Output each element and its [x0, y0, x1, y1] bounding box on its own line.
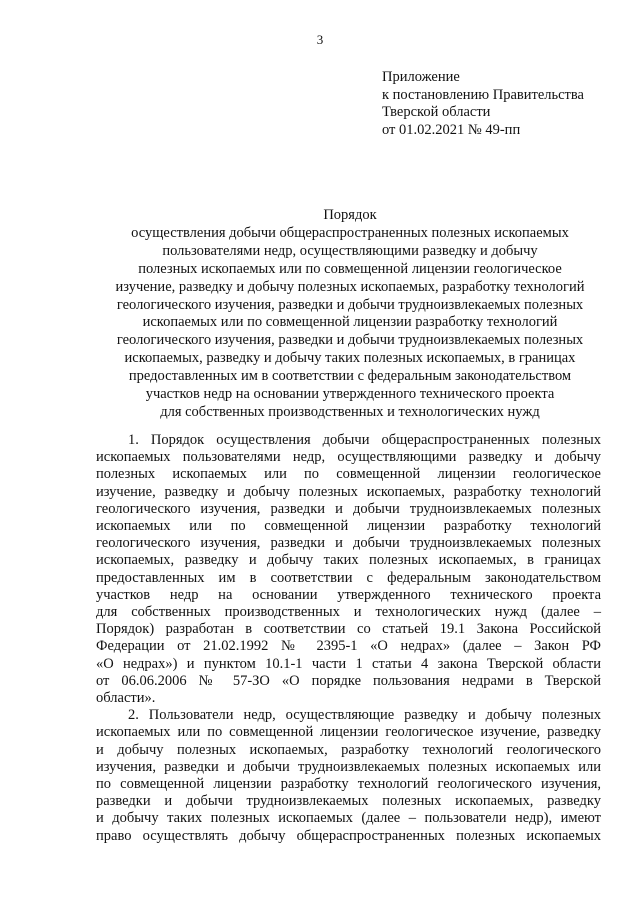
paragraph-1 — [96, 432, 601, 707]
text-line: Федерации от 21.02.1992 № 2395-1 «О недрах» (далее – Закон РФ — [96, 638, 601, 655]
title-line: геологического изучения, разведки и добычи трудноизвлекаемых полезных — [116, 296, 584, 313]
document-title — [80, 207, 620, 422]
text-line: по совмещенной лицензии разработку технологий геологического изучения, — [96, 776, 601, 793]
text-line: право осуществлять добычу общераспространенных полезных ископаемых — [96, 827, 601, 844]
title-line: полезных ископаемых или по совмещенной лицензии геологическое — [138, 260, 562, 277]
title-line: участков недр на основании утвержденного технического проекта — [145, 386, 555, 403]
text-line: изучения, разведки и добычи трудноизвлекаемых полезных ископаемых или — [96, 758, 601, 775]
text-line: участков недр на основании утвержденного технического проекта — [96, 586, 601, 603]
text-line: и добычу полезных ископаемых, разработку технологий геологического — [96, 741, 601, 758]
appendix-line: к постановлению Правительства — [382, 86, 584, 103]
text-line: геологического изучения, разведки и добычи трудноизвлекаемых полезных — [96, 535, 601, 552]
title-line: предоставленных им в соответствии с федеральным законодательством — [128, 368, 572, 385]
appendix-block — [382, 69, 584, 139]
document-body — [96, 432, 601, 845]
title-line: ископаемых, разведку и добычу таких полезных ископаемых, в границах — [124, 350, 576, 367]
text-line: Порядок) разработан в соответствии со статьей 19.1 Закона Российской — [96, 621, 601, 638]
title-line: геологического изучения, разведки и добычи трудноизвлекаемых полезных — [116, 332, 584, 349]
text-line: ископаемых или по совмещенной лицензии разработку технологий — [96, 518, 601, 535]
text-line: «О недрах») и пунктом 10.1-1 части 1 статьи 4 закона Тверской области — [96, 655, 601, 672]
text-line: области». — [96, 690, 156, 707]
text-line: от 06.06.2006 № 57-ЗО «О порядке пользования недрами в Тверской — [96, 672, 601, 689]
text-line: предоставленных им в соответствии с федеральным законодательством — [96, 569, 601, 586]
title-line: для собственных производственных и технологических нужд — [160, 403, 540, 420]
text-line: 1. Порядок осуществления добычи общераспространенных полезных — [128, 432, 601, 448]
appendix-line: Тверской области — [382, 104, 491, 121]
text-line: 2. Пользователи недр, осуществляющие разведку и добычу полезных — [128, 707, 601, 724]
page-number: 3 — [316, 32, 324, 47]
text-line: для собственных производственных и технологических нужд (далее – — [96, 604, 601, 621]
text-line: и добычу таких полезных ископаемых (далее – пользователи недр), имеют — [96, 810, 601, 827]
title-line: изучение, разведку и добычу полезных ископаемых, разработку технологий — [115, 278, 585, 295]
text-line: ископаемых или по совмещенной лицензии геологическое изучение, разведку — [96, 724, 601, 741]
text-line: полезных ископаемых или по совмещенной лицензии геологическое — [96, 466, 601, 483]
appendix-line: Приложение — [382, 69, 460, 85]
title-line: осуществления добычи общераспространенных полезных ископаемых — [131, 224, 569, 241]
title-line: Порядок — [323, 207, 377, 223]
paragraph-2 — [96, 707, 601, 845]
text-line: изучение, разведку и добычу полезных ископаемых, разработку технологий — [96, 483, 601, 500]
title-line: ископаемых или по совмещенной лицензии разработку технологий — [142, 314, 558, 331]
text-line: геологического изучения, разведки и добычи трудноизвлекаемых полезных — [96, 500, 601, 517]
text-line: ископаемых пользователями недр, осуществляющими разведку и добычу — [96, 449, 601, 466]
appendix-line: от 01.02.2021 № 49-пп — [382, 121, 521, 138]
text-line: ископаемых, разведку и добычу таких полезных ископаемых, в границах — [96, 552, 601, 569]
text-line: разведки и добычи трудноизвлекаемых полезных ископаемых, разведку — [96, 793, 601, 810]
title-line: пользователями недр, осуществляющими разведку и добычу — [162, 242, 538, 259]
